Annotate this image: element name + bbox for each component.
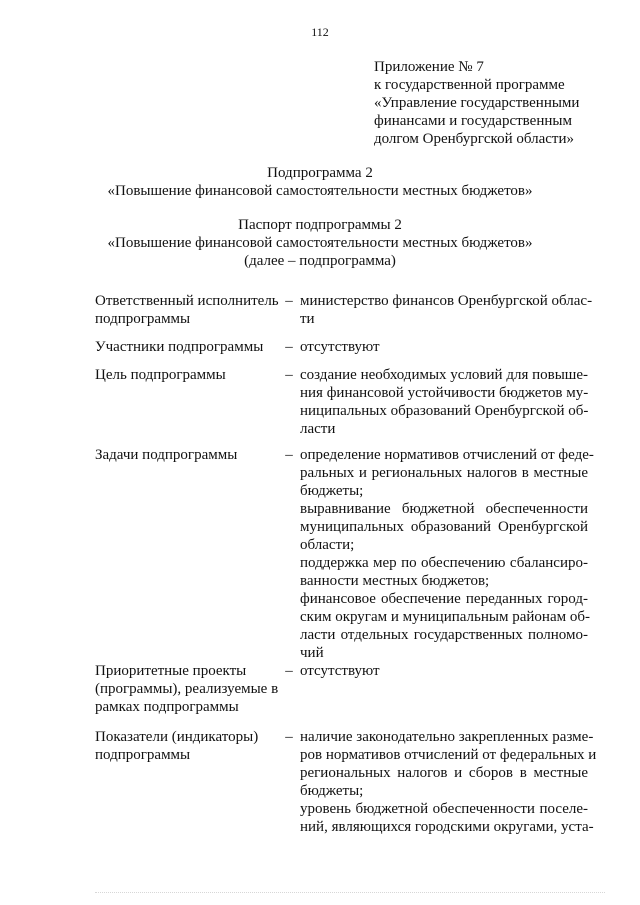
- appendix-line: Приложение № 7: [374, 59, 484, 75]
- row-label-line: Показатели (индикаторы): [95, 729, 259, 745]
- row-value-line: финансовое обеспечение переданных город-: [300, 591, 588, 607]
- row-value-line: ским округам и муниципальным районам об-: [300, 609, 590, 625]
- row-value-line: бюджеты;: [300, 783, 364, 799]
- row-label-line: Приоритетные проекты: [95, 663, 247, 679]
- appendix-reference: [374, 58, 624, 148]
- subprogram-heading: [0, 164, 640, 200]
- row-label-line: Цель подпрограммы: [95, 367, 226, 383]
- row-value-line: наличие законодательно закрепленных разме-: [300, 729, 594, 745]
- row-label-line: Ответственный исполнитель: [95, 293, 279, 309]
- passport-note: (далее – подпрограмма): [244, 253, 396, 269]
- row-value-line: ласти: [300, 421, 336, 437]
- appendix-line: долгом Оренбургской области»: [374, 131, 574, 147]
- row-value-line: ниципальных образований Оренбургской об-: [300, 403, 589, 419]
- row-label-line: подпрограммы: [95, 311, 191, 327]
- row-value-line: ний, являющихся городскими округами, уста-: [300, 819, 594, 835]
- row-value: [300, 292, 593, 328]
- row-value-line: региональных налогов и сборов в местные: [300, 765, 588, 781]
- row-dash: –: [285, 293, 293, 309]
- row-value-line: отсутствуют: [300, 663, 380, 679]
- row-value-line: ванности местных бюджетов;: [300, 573, 490, 589]
- row-value-line: министерство финансов Оренбургской облас-: [300, 293, 593, 309]
- row-label-line: (программы), реализуемые в: [95, 681, 279, 697]
- row-value-line: ральных и региональных налогов в местные: [300, 465, 588, 481]
- row-value: [300, 662, 588, 680]
- passport-name: «Повышение финансовой самостоятельности местных бюджетов»: [107, 235, 533, 251]
- row-value-line: ния финансовой устойчивости бюджетов му-: [300, 385, 589, 401]
- row-value-line: выравнивание бюджетной обеспеченности: [300, 501, 588, 517]
- row-label: [95, 292, 280, 328]
- row-label: [95, 446, 280, 464]
- row-value-line: создание необходимых условий для повыше-: [300, 367, 588, 383]
- row-value-line: ти: [300, 311, 315, 327]
- row-value-line: поддержка мер по обеспечению сбалансиро-: [300, 555, 588, 571]
- row-dash: –: [285, 663, 293, 679]
- appendix-line: к государственной программе: [374, 77, 565, 93]
- row-value-line: муниципальных образований Оренбургской: [300, 519, 588, 535]
- row-label: [95, 366, 280, 384]
- row-value: [300, 338, 588, 356]
- row-dash: –: [285, 729, 293, 745]
- row-value-line: чий: [300, 645, 324, 661]
- appendix-line: финансами и государственным: [374, 113, 572, 129]
- row-label: [95, 728, 280, 764]
- row-label-line: подпрограммы: [95, 747, 191, 763]
- row-value-line: области;: [300, 537, 355, 553]
- row-dash: –: [285, 339, 293, 355]
- row-dash: –: [285, 447, 293, 463]
- row-label: [95, 338, 280, 356]
- page-number: 112: [311, 25, 329, 39]
- row-value-line: уровень бюджетной обеспеченности поселе-: [300, 801, 588, 817]
- row-value-line: определение нормативов отчислений от феде-: [300, 447, 594, 463]
- row-label-line: рамках подпрограммы: [95, 699, 239, 715]
- row-label-line: Задачи подпрограммы: [95, 447, 238, 463]
- row-value: [300, 728, 597, 836]
- row-value: [300, 366, 588, 438]
- appendix-line: «Управление государственными: [374, 95, 580, 111]
- row-value-line: ров нормативов отчислений от федеральных и: [300, 747, 597, 763]
- row-value-line: ласти отдельных государственных полномо-: [300, 627, 588, 643]
- row-value: [300, 446, 594, 662]
- subprogram-name: «Повышение финансовой самостоятельности местных бюджетов»: [107, 183, 533, 199]
- row-label-line: Участники подпрограммы: [95, 339, 264, 355]
- subprogram-title: Подпрограмма 2: [267, 165, 373, 181]
- row-dash: –: [285, 367, 293, 383]
- scan-artifact-line: [95, 892, 605, 896]
- row-value-line: отсутствуют: [300, 339, 380, 355]
- row-value-line: бюджеты;: [300, 483, 364, 499]
- row-label: [95, 662, 280, 716]
- passport-heading: [0, 216, 640, 270]
- passport-title: Паспорт подпрограммы 2: [238, 217, 402, 233]
